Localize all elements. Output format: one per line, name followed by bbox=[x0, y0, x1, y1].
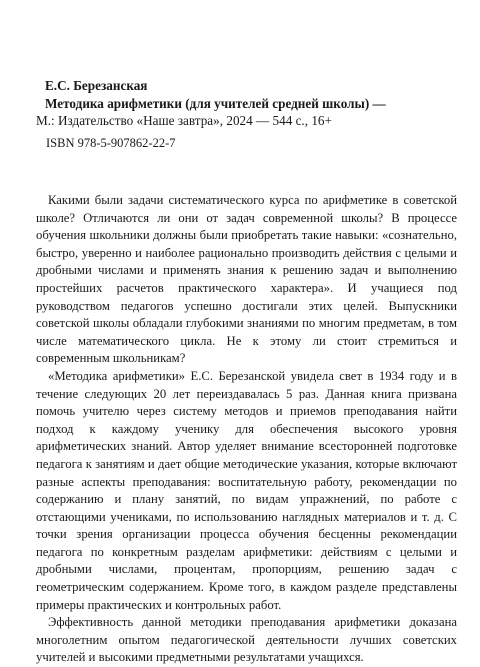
paragraph: «Методика арифметики» Е.С. Березанской увидела свет в 1934 году и в течение следующих 20 лет переиздавалась 5 раз. Данная книга призвана помочь учителю через систему методов и приемов преподавания найти подход к каждому ученику для обеспечения высокого уровня арифметических знаний. Автор уделяет внимание всесторонней подготовке педагога к занятиям и дает общие методические указания, которые включают разные аспекты преподавания: воспитательную работу, рекомендации по содержанию и плану занятий, по видам упражнений, по работе с отстающими учениками, по использованию наглядных материалов и т. д. С точки зрения организации процесса обучения бесценны рекомендации педагога по конкретным разделам арифметики: действиям с целыми и дробными числами, процентам, пропорциям, решению задач с геометрическим содержанием. Кроме того, в каждом разделе представлены примеры практических и контрольных работ. bbox=[36, 368, 457, 612]
paragraph: Эффективность данной методики преподавания арифметики доказана многолетним опытом педагогической деятельности лучших советских учителей и высокими предметными результатами учащихся. bbox=[36, 615, 457, 665]
publication-details: М.: Издательство «Наше завтра», 2024 — 544 с., 16+ bbox=[36, 113, 332, 128]
isbn-number: ISBN 978-5-907862-22-7 bbox=[46, 136, 176, 150]
bibliographic-record bbox=[36, 77, 456, 130]
author-name: Е.С. Березанская bbox=[45, 78, 148, 93]
annotation-text bbox=[36, 192, 457, 667]
book-title: Методика арифметики (для учителей средней школы) — bbox=[45, 95, 386, 111]
paragraph: Какими были задачи систематического курса по арифметике в советской школе? Отличаются ли они от задач современной школы? В процессе обучения школьники должны были приобретать такие навыки: «сознательно, быстро, уверенно и наиболее рационально производить действия с целыми и дробными числами и применять знания к решению задач и выполнению простейших расчетов практического характера». И учащиеся под руководством педагогов успешно достигали этих целей. Выпускники советской школы обладали глубокими знаниями по многим предметам, в том числе математического цикла. Не к этому ли стоит стремиться и современным школьникам? bbox=[36, 193, 457, 366]
